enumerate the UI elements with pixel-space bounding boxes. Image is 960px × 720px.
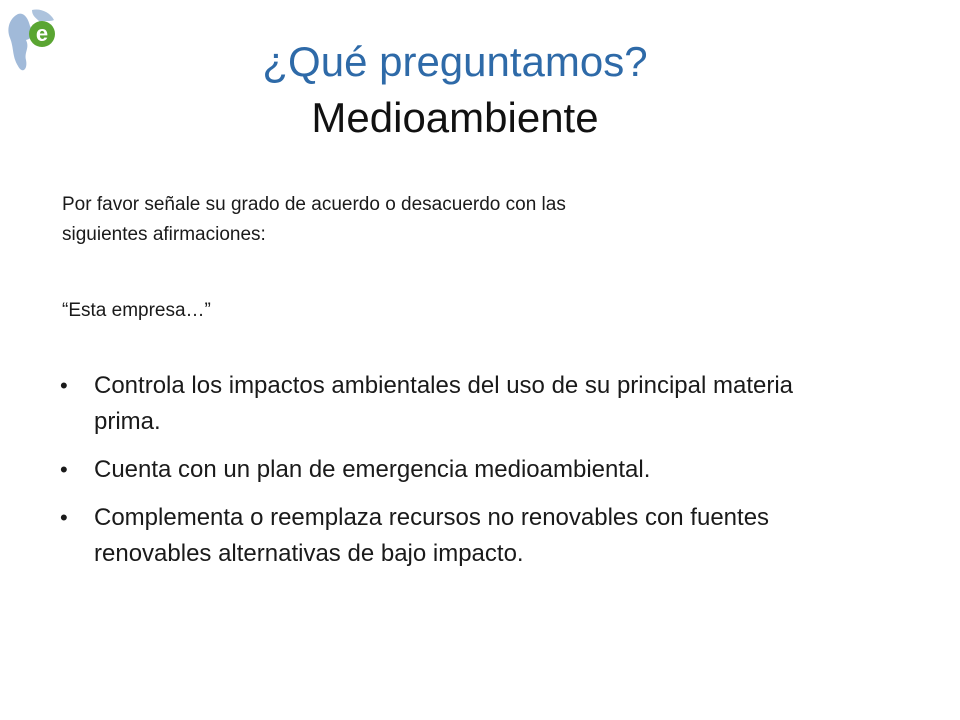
bullet-dot-icon: •	[60, 373, 68, 398]
bullet-text: Controla los impactos ambientales del uso de su principal materia prima.	[94, 372, 794, 435]
bullet-text: Complementa o reemplaza recursos no renovables con fuentes renovables alternativas de bajo impacto.	[94, 504, 770, 567]
intro-line-2: siguientes afirmaciones:	[62, 224, 266, 245]
title-line-1: ¿Qué preguntamos?	[262, 38, 648, 85]
bullet-item	[58, 368, 858, 440]
svg-text:e: e	[35, 21, 49, 46]
bullet-item	[58, 452, 858, 488]
bullet-item	[58, 500, 858, 572]
page-title	[0, 34, 910, 146]
bullet-dot-icon: •	[60, 505, 68, 530]
quote-text: “Esta empresa…”	[62, 300, 211, 321]
bullet-text: Cuenta con un plan de emergencia medioambiental.	[94, 456, 651, 483]
bullet-list	[58, 368, 858, 584]
intro-text	[62, 190, 822, 250]
intro-line-1: Por favor señale su grado de acuerdo o desacuerdo con las	[62, 194, 566, 215]
bullet-dot-icon: •	[60, 457, 68, 482]
title-line-2: Medioambiente	[311, 94, 599, 141]
